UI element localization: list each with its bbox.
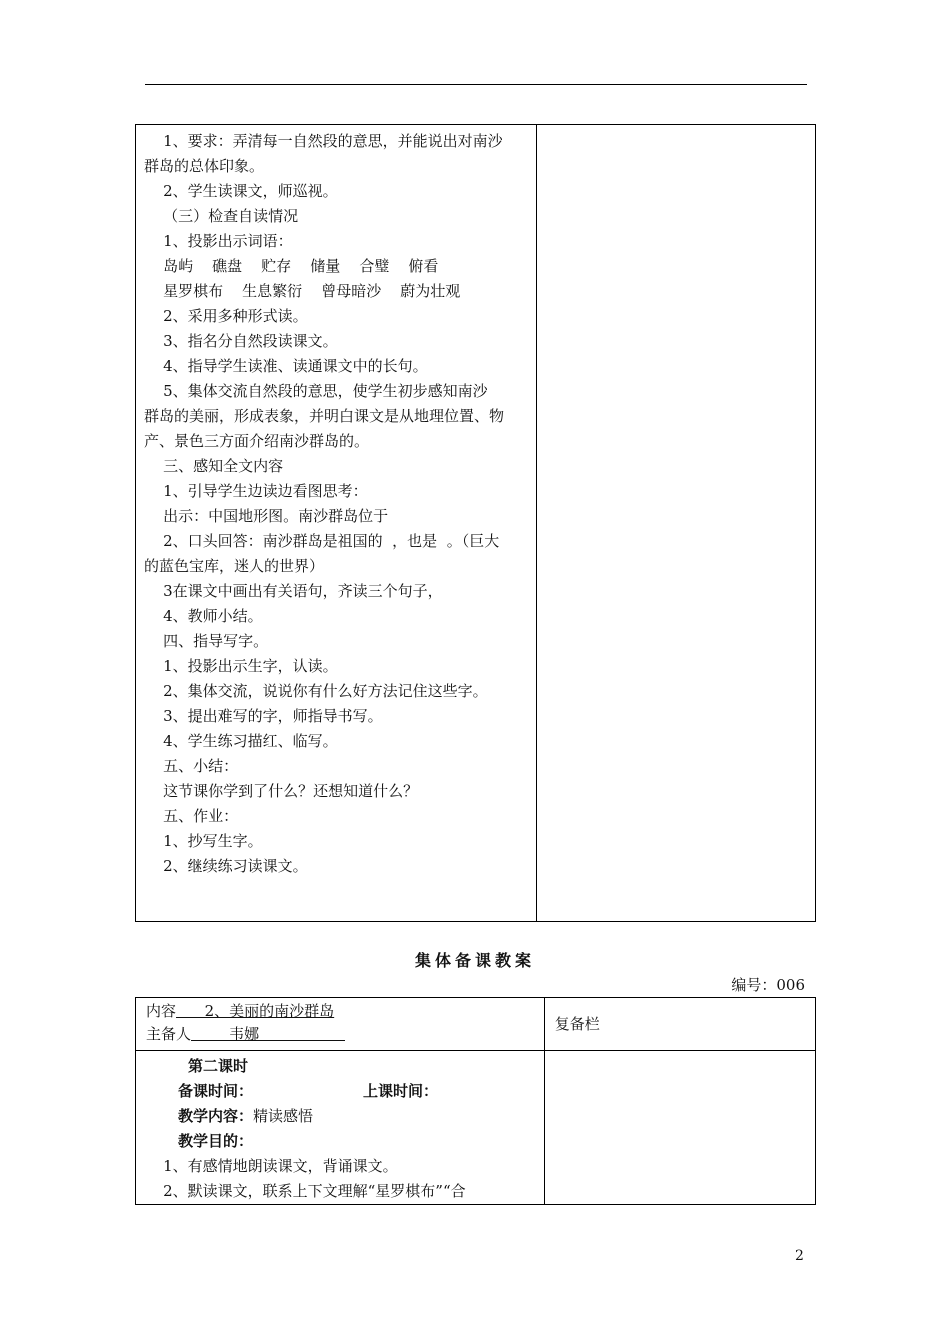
lesson-line: （三）检查自读情况 [144,207,299,225]
header-rule [145,84,807,85]
review-column-header: 复备栏 [544,998,815,1051]
lesson-line: 4、教师小结。 [144,607,263,625]
lesson-line: 2、采用多种形式读。 [144,307,308,325]
page-number: 2 [795,1248,804,1264]
lesson-line: 五、小结： [144,757,239,775]
document-title: 集体备课教案 [414,951,535,970]
owner-label: 主备人 [146,1025,192,1043]
lesson-line: 1、投影出示生字，认读。 [144,657,338,675]
teaching-content-label: 教学内容： [178,1107,254,1125]
review-cell [537,125,816,922]
lesson-line: 3、提出难写的字，师指导书写。 [144,707,383,725]
goal-2: 2、默读课文，联系上下文理解“星罗棋布”“合 [144,1182,466,1200]
lesson-line: 岛屿 礁盘 贮存 储量 合璧 俯看 [144,257,439,275]
lesson-line: 四、指导写字。 [144,632,269,650]
lesson-line: 4、学生练习描红、临写。 [144,732,338,750]
header-cell [136,998,545,1051]
owner-value: 韦娜 [191,1025,345,1043]
lesson-line: 3、指名分自然段读课文。 [144,332,338,350]
lesson-line: 2、学生读课文，师巡视。 [144,182,338,200]
lesson-cell [136,1051,545,1205]
document-number: 编号：006 [731,976,805,994]
lesson-line: 这节课你学到了什么？还想知道什么？ [144,782,419,800]
lesson-line: 1、抄写生字。 [144,832,263,850]
prep-time-label: 备课时间： [178,1082,254,1100]
content-row [146,1000,544,1023]
lesson-line: 5、集体交流自然段的意思，使学生初步感知南沙 [144,382,488,400]
lesson-line: 2、口头回答：南沙群岛是祖国的 ，也是 。（巨大 [144,532,500,550]
lesson-line: 群岛的美丽，形成表象，并明白课文是从地理位置、物 [144,407,505,425]
content-line [144,1104,536,1129]
teaching-goals-label: 教学目的： [178,1132,254,1150]
lesson-line: 的蓝色宝库，迷人的世界） [144,557,325,575]
goal-1: 1、有感情地朗读课文，背诵课文。 [144,1157,398,1175]
lesson-line: 1、引导学生边读边看图思考： [144,482,368,500]
lesson-plan-table [135,997,816,1205]
lesson-line: 1、投影出示词语： [144,232,293,250]
session-title: 第二课时 [188,1057,249,1075]
time-row [144,1079,536,1104]
teaching-content-value: 精读感悟 [253,1107,314,1125]
review-cell-2 [544,1051,815,1205]
lesson-steps [136,125,536,879]
lesson-line: 产、景色三方面介绍南沙群岛的。 [144,432,370,450]
lesson-line: 2、集体交流，说说你有什么好方法记住这些字。 [144,682,488,700]
lesson-line: 出示：中国地形图。南沙群岛位于 [144,507,389,525]
lesson-line: 3在课文中画出有关语句，齐读三个句子， [144,582,443,600]
lesson-steps-cell [136,125,537,922]
lesson-line: 五、作业： [144,807,239,825]
lesson-line: 三、感知全文内容 [144,457,284,475]
content-value: 2、美丽的南沙群岛 [176,1002,335,1020]
lesson-line: 4、指导学生读准、读通课文中的长句。 [144,357,428,375]
lesson-line: 星罗棋布 生息繁衍 曾母暗沙 蔚为壮观 [144,282,461,300]
lesson-table-continued [135,124,816,922]
lesson-line: 2、继续练习读课文。 [144,857,308,875]
lesson-line: 群岛的总体印象。 [144,157,265,175]
content-label: 内容 [146,1002,177,1020]
lesson-line: 1、要求：弄清每一自然段的意思，并能说出对南沙 [144,132,503,150]
owner-row [146,1023,544,1046]
class-time-label: 上课时间： [363,1082,439,1100]
